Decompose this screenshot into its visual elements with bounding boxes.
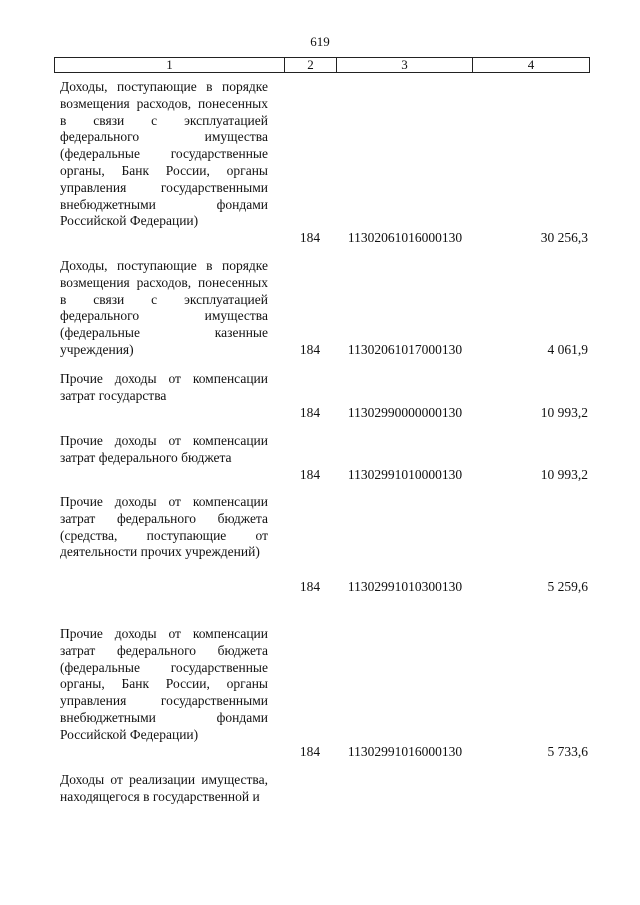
row-description: Прочие доходы от компенсации затрат федерального бюджета (средства, поступающие от деятельности прочих учреждений) [60,494,268,560]
page-number: 619 [310,34,330,49]
row-description: Прочие доходы от компенсации затрат федерального бюджета [60,433,268,465]
row-description: Доходы, поступающие в порядке возмещения расходов, понесенных в связи с эксплуатацией федерального имущества (федеральные государственные органы, Банк России, органы управления государственными внебюджетными фондами Российской Федерации) [60,79,268,229]
row-amount: 5 259,6 [547,579,588,594]
header-col-3: 3 [337,58,473,72]
row-admin-code: 184 [299,579,321,594]
row-amount: 5 733,6 [547,744,588,759]
row-amount: 10 993,2 [540,405,588,420]
row-budget-code: 11302991016000130 [347,744,463,759]
row-admin-code: 184 [299,405,321,420]
row-amount: 10 993,2 [540,467,588,482]
header-col-2: 2 [285,58,337,72]
row-description: Прочие доходы от компенсации затрат федерального бюджета (федеральные государственные органы, Банк России, органы управления государственными внебюджетными фондами Российской Федерации) [60,626,268,742]
row-description: Доходы, поступающие в порядке возмещения расходов, понесенных в связи с эксплуатацией федерального имущества (федеральные казенные учреждения) [60,258,268,357]
row-amount: 30 256,3 [540,230,588,245]
table-header [54,57,590,73]
row-description: Прочие доходы от компенсации затрат государства [60,371,268,403]
row-budget-code: 11302061017000130 [347,342,463,357]
row-admin-code: 184 [299,467,321,482]
row-amount: 4 061,9 [547,342,588,357]
row-admin-code: 184 [299,230,321,245]
row-description: Доходы от реализации имущества, находящегося в государственной и [60,772,268,804]
row-admin-code: 184 [299,342,321,357]
row-budget-code: 11302991010300130 [347,579,463,594]
row-budget-code: 11302991010000130 [347,467,463,482]
header-col-4: 4 [527,57,535,72]
row-budget-code: 11302990000000130 [347,405,463,420]
header-col-1: 1 [55,58,285,72]
row-budget-code: 11302061016000130 [347,230,463,245]
row-admin-code: 184 [299,744,321,759]
